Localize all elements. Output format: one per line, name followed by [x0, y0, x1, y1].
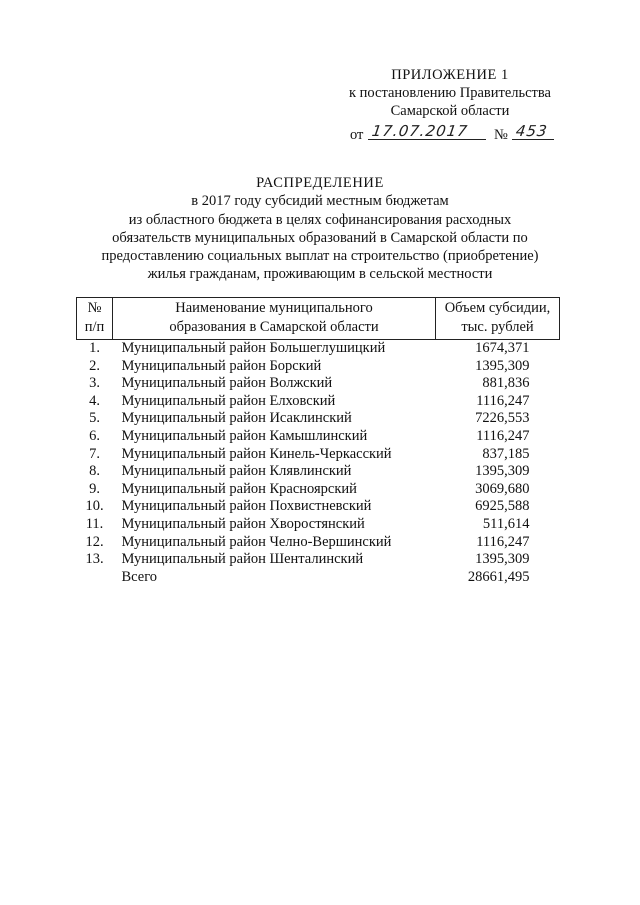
- row-subsidy-value: 3069,680: [475, 480, 530, 497]
- row-number: 4.: [89, 392, 100, 409]
- row-municipality: Муниципальный район Борский: [121, 357, 322, 374]
- row-municipality: Муниципальный район Шенталинский: [121, 551, 364, 568]
- row-number: 9.: [89, 480, 100, 497]
- header-number-cell: [77, 298, 113, 340]
- header-number-line1: №: [87, 300, 102, 316]
- row-number: 10.: [85, 498, 104, 515]
- row-municipality: Муниципальный район Челно-Вершинский: [121, 533, 392, 550]
- total-number-cell: [77, 569, 113, 587]
- row-number: 5.: [89, 410, 100, 427]
- table-row: [77, 340, 560, 358]
- total-row: [77, 569, 560, 587]
- header-name-cell: [113, 298, 436, 340]
- table-row: [77, 393, 560, 411]
- resolution-date-number: [330, 122, 570, 144]
- row-number: 3.: [89, 375, 100, 392]
- table-row: [77, 375, 560, 393]
- row-subsidy-value: 881,836: [482, 375, 530, 392]
- row-number: 6.: [89, 427, 100, 444]
- row-subsidy-value: 511,614: [482, 515, 530, 532]
- row-number: 1.: [89, 340, 100, 356]
- row-number: 11.: [85, 515, 104, 532]
- row-subsidy-value: 837,185: [482, 445, 530, 462]
- row-subsidy-value: 1395,309: [475, 357, 530, 374]
- row-municipality: Муниципальный район Большеглушицкий: [121, 340, 386, 356]
- title-line: предоставлению социальных выплат на строительство (приобретение): [101, 248, 539, 265]
- table-row: [77, 481, 560, 499]
- row-number: 13.: [85, 551, 104, 568]
- row-subsidy-value: 1395,309: [475, 463, 530, 480]
- subsidy-distribution-table: [76, 297, 560, 586]
- appendix-line-resolution: к постановлению Правительства: [349, 85, 551, 101]
- appendix-title: ПРИЛОЖЕНИЕ 1: [391, 67, 509, 83]
- header-value-cell: [436, 298, 560, 340]
- row-number: 8.: [89, 463, 100, 480]
- handwritten-number: 453: [514, 122, 549, 140]
- row-subsidy-value: 7226,553: [475, 410, 530, 427]
- row-municipality: Муниципальный район Камышлинский: [121, 427, 368, 444]
- appendix-header: [330, 66, 570, 144]
- header-value-line1: Объем субсидии,: [444, 300, 551, 316]
- table-row: [77, 358, 560, 376]
- table-row: [77, 428, 560, 446]
- title-line: обязательств муниципальных образований в Самарской области по: [112, 229, 528, 246]
- row-municipality: Муниципальный район Похвистневский: [121, 498, 372, 515]
- number-label: №: [494, 127, 508, 143]
- title-line: в 2017 году субсидий местным бюджетам: [191, 193, 449, 210]
- from-label: от: [350, 127, 364, 143]
- row-subsidy-value: 1116,247: [476, 392, 530, 409]
- row-municipality: Муниципальный район Красноярский: [121, 480, 357, 497]
- table-row: [77, 463, 560, 481]
- header-value-line2: тыс. рублей: [461, 319, 534, 335]
- appendix-line-region: Самарской области: [390, 103, 510, 119]
- row-municipality: Муниципальный район Клявлинский: [121, 463, 352, 480]
- row-subsidy-value: 1116,247: [476, 533, 530, 550]
- row-number: 2.: [89, 357, 100, 374]
- row-subsidy-value: 1674,371: [475, 340, 530, 356]
- total-label: Всего: [121, 568, 158, 585]
- row-municipality: Муниципальный район Кинель-Черкасский: [121, 445, 392, 462]
- total-value: 28661,495: [467, 568, 530, 585]
- table-row: [77, 498, 560, 516]
- table-row: [77, 534, 560, 552]
- header-name-line2: образования в Самарской области: [169, 319, 379, 335]
- title-line: жилья гражданам, проживающим в сельской местности: [147, 266, 493, 283]
- header-name-line1: Наименование муниципального: [175, 300, 373, 316]
- table-row: [77, 551, 560, 569]
- document-title-block: [96, 174, 544, 284]
- row-municipality: Муниципальный район Елховский: [121, 392, 336, 409]
- table-row: [77, 410, 560, 428]
- row-subsidy-value: 1116,247: [476, 427, 530, 444]
- header-number-line2: п/п: [84, 319, 105, 335]
- table-body: [77, 340, 560, 587]
- table-row: [77, 516, 560, 534]
- document-heading: РАСПРЕДЕЛЕНИЕ: [256, 175, 384, 191]
- number-underline: [512, 139, 554, 140]
- row-municipality: Муниципальный район Исаклинский: [121, 410, 352, 427]
- handwritten-date: 17.07.2017: [370, 122, 470, 140]
- title-line: из областного бюджета в целях софинансирования расходных: [128, 211, 512, 228]
- row-subsidy-value: 6925,588: [475, 498, 530, 515]
- table-header: [77, 298, 560, 340]
- row-number: 12.: [85, 533, 104, 550]
- row-municipality: Муниципальный район Волжский: [121, 375, 333, 392]
- date-underline: [368, 139, 486, 140]
- table-row: [77, 446, 560, 464]
- row-subsidy-value: 1395,309: [475, 551, 530, 568]
- row-number: 7.: [89, 445, 100, 462]
- row-municipality: Муниципальный район Хворостянский: [121, 515, 365, 532]
